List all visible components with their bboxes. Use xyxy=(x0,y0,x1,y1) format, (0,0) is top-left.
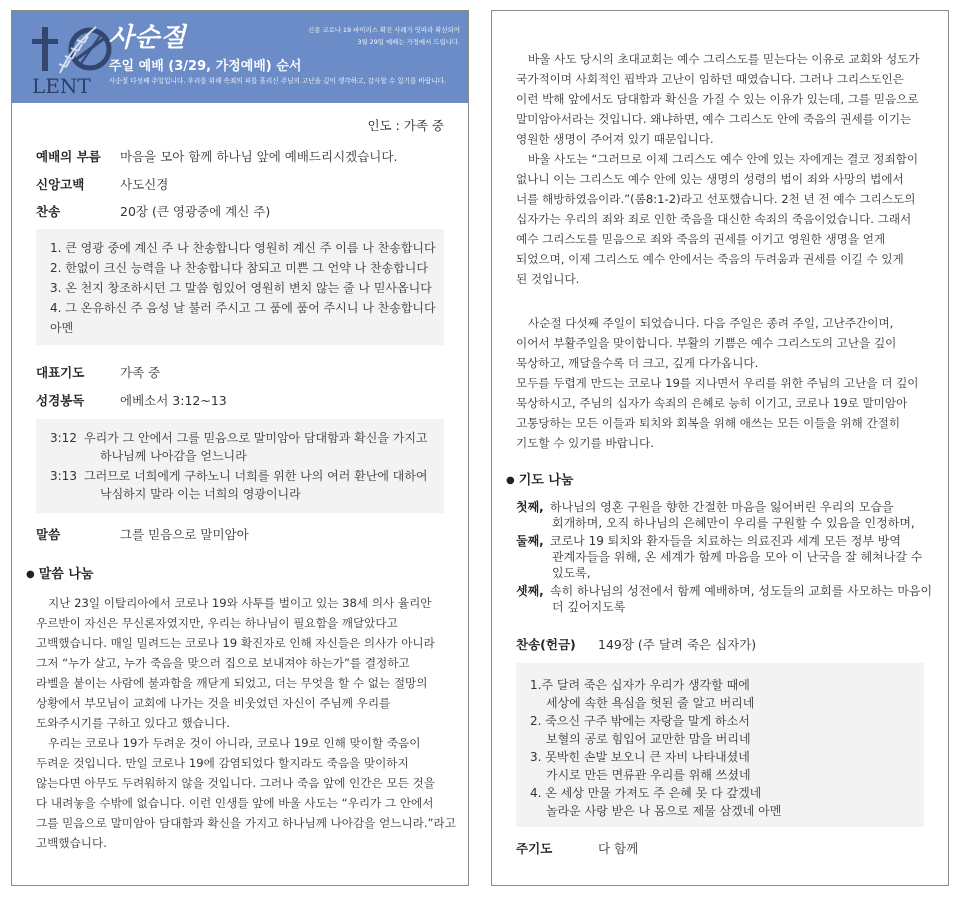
order-label: 성경봉독 xyxy=(36,393,85,408)
heading-text: 기도 나눔 xyxy=(518,473,574,488)
banner-subtitle: 주일 예배 (3/29, 가정예배) 순서 xyxy=(109,59,302,74)
order-label: 찬송 xyxy=(36,204,61,219)
text-line: 도와주시기를 구하고 있다고 했습니다. xyxy=(36,716,230,730)
verse-text: 낙심하지 말라 이는 너희의 영광이니라 xyxy=(100,487,301,501)
text-line: 되었으며, 이제 그리스도 예수 안에서는 죽음의 두려움과 권세를 이길 수 있게 xyxy=(516,252,904,266)
text-line: 묵상하시고, 주님의 십자가 속죄의 은혜로 능히 이기고, 코로나 19로 말미암아 xyxy=(516,396,908,410)
order-value: 사도신경 xyxy=(120,177,169,192)
right-page xyxy=(491,10,949,886)
text-line: 예수 그리스도를 믿음으로 죄와 죽음의 권세를 이기고 영원한 생명을 얻게 xyxy=(516,232,886,246)
text-line: 영원한 생명이 주어져 있기 때문입니다. xyxy=(516,132,714,146)
banner-description: 사순절 다섯째 주일입니다. 우리를 위해 속죄의 피를 흘리신 주님의 고난을 깊이 생각하고, 감사할 수 있기를 바랍니다. xyxy=(109,77,447,85)
bullet-icon: ● xyxy=(26,569,35,580)
text-line: 국가적이며 사회적인 핍박과 고난이 임하던 때였습니다. 그러나 그리스도인은 xyxy=(516,72,904,86)
text-line: 이런 박해 앞에서도 담대함과 확신을 가질 수 있는 이유가 있는데, 그를 믿음으로 xyxy=(516,92,919,106)
text-line: 고백했습니다. xyxy=(36,836,107,850)
verse-text: 그러므로 너희에게 구하노니 너희를 위한 나의 여러 환난에 대하여 xyxy=(84,469,428,483)
order-value: 다 함께 xyxy=(598,841,639,856)
banner-notice xyxy=(308,24,460,48)
sermon-paragraph-3 xyxy=(516,49,926,149)
text-line: 기도할 수 있기를 바랍니다. xyxy=(516,436,654,450)
prayer-line: 더 깊어지도록 xyxy=(552,600,626,614)
text-line: 사순절 다섯째 주일이 되었습니다. 다음 주일은 종려 주일, 고난주간이며, xyxy=(528,316,894,330)
text-line: 상황에서 부모님이 교회에 나가는 것을 비웃었던 자신이 주님께 우리를 xyxy=(36,696,391,710)
scripture-verse xyxy=(50,429,430,465)
order-value: 20장 (큰 영광중에 계신 주) xyxy=(120,204,271,219)
prayer-line: 있도록, xyxy=(552,566,591,580)
prayer-item xyxy=(516,533,926,581)
prayer-item xyxy=(516,499,926,531)
sermon-paragraph-4 xyxy=(516,149,926,289)
text-line: 너를 해방하였음이라.”(롬8:1-2)라고 선포했습니다. 2천 년 전 예수 그리스도의 xyxy=(516,192,916,206)
text-line: 십자가는 우리의 죄와 죄로 인한 죽음을 대신한 속죄의 죽음이었습니다. 그래서 xyxy=(516,212,912,226)
prayer-line: 속히 하나님의 성전에서 함께 예배하며, 성도들의 교회를 사모하는 마음이 xyxy=(550,584,933,598)
hymn-line: 2. 죽으신 구주 밖에는 자랑을 말게 하소서 xyxy=(530,714,750,728)
banner-notice-line2: 3월 29일 예배는 가정에서 드립니다. xyxy=(357,38,460,46)
hymn-amen: 아멘 xyxy=(50,321,74,335)
worship-leader: 인도 : 가족 중 xyxy=(367,118,444,133)
order-value: 그를 믿음으로 말미암아 xyxy=(120,527,249,542)
text-line: 않는다면 아무도 두려워하지 않을 것입니다. 그러나 죽음 앞에 인간은 모든 것을 xyxy=(36,776,435,790)
text-line: 우르반이 자신은 무신론자였지만, 우리는 하나님이 필요함을 깨달았다고 xyxy=(36,616,398,630)
scripture-box xyxy=(36,419,444,513)
hymn-verse: 3. 온 천지 창조하시던 그 말씀 힘있어 영원히 변치 않는 줄 나 믿사옵니다 xyxy=(50,281,432,295)
hymn-verse: 2. 한없이 크신 능력을 나 찬송합니다 참되고 미쁜 그 언약 나 찬송합니다 xyxy=(50,261,428,275)
prayer-key: 둘째, xyxy=(516,534,544,548)
hymn-verse xyxy=(530,676,910,712)
hymn-verse xyxy=(530,748,910,784)
hymn-line: 1.주 달려 죽은 십자가 우리가 생각할 때에 xyxy=(530,678,750,692)
hymn-lyrics-box xyxy=(36,229,444,345)
text-line: 다 내려놓을 수밖에 없습니다. 이런 인생들 앞에 바울 사도는 “우리가 그 안에서 xyxy=(36,796,434,810)
hymn-line: 보혈의 공로 힘입어 교만한 맘을 버리네 xyxy=(546,732,751,746)
order-label: 신앙고백 xyxy=(36,177,85,192)
text-line: 된 것입니다. xyxy=(516,272,580,286)
order-value: 가족 중 xyxy=(120,365,161,380)
text-line: 지난 23일 이탈리아에서 코로나 19와 사투를 벌이고 있는 38세 의사 율리안 xyxy=(48,596,432,610)
hymn-line: 가시로 만든 면류관 우리를 위해 쓰셨네 xyxy=(546,768,751,782)
order-label: 찬송(헌금) xyxy=(516,637,576,652)
prayer-sharing-heading xyxy=(506,469,574,488)
sermon-paragraph-5 xyxy=(516,313,926,453)
hymn-verse: 4. 그 온유하신 주 음성 날 불러 주시고 그 품에 품어 주시니 나 찬송합니다 xyxy=(50,301,436,315)
text-line: 이어서 부활주일을 맞이합니다. 부활의 기쁨은 예수 그리스도의 고난을 깊이 xyxy=(516,336,897,350)
banner-notice-line1: 신종 코로나 19 바이러스 확진 사례가 잇따라 확산되어 xyxy=(308,26,460,34)
hymn-line: 놀라운 사랑 받은 나 몸으로 제물 삼겠네 아멘 xyxy=(546,804,782,818)
left-page xyxy=(11,10,469,886)
text-line: 우리는 코로나 19가 두려운 것이 아니라, 코로나 19로 인해 맞이할 죽음이 xyxy=(48,736,421,750)
verse-ref: 3:13 xyxy=(50,469,77,483)
prayer-line: 하나님의 영혼 구원을 향한 간절한 마음을 잃어버린 우리의 모습을 xyxy=(550,500,894,514)
prayer-item xyxy=(516,583,933,615)
text-line: 고통당하는 모든 이들과 퇴치와 회복을 위해 애쓰는 모든 이들을 위해 간절히 xyxy=(516,416,901,430)
verse-ref: 3:12 xyxy=(50,431,77,445)
sermon-sharing-heading xyxy=(26,563,94,582)
order-label: 주기도 xyxy=(516,841,553,856)
hymn-line: 세상에 속한 욕심을 헛된 줄 알고 버리네 xyxy=(546,696,755,710)
order-label: 말씀 xyxy=(36,527,61,542)
order-label: 예배의 부름 xyxy=(36,149,101,164)
text-line: 말미암아서라는 것입니다. 왜냐하면, 예수 그리스도 안에 죽음의 권세를 이기는 xyxy=(516,112,912,126)
hymn-verse xyxy=(530,784,910,820)
offering-hymn-box xyxy=(516,663,924,827)
header-banner xyxy=(12,11,468,103)
prayer-line: 관계자들을 위해, 온 세계가 함께 마음을 모아 이 난국을 잘 헤쳐나갈 수 xyxy=(552,550,923,564)
sermon-paragraph-1 xyxy=(36,593,444,733)
svg-text:LENT: LENT xyxy=(32,74,91,97)
banner-title: 사순절 xyxy=(108,23,187,53)
prayer-line: 회개하며, 오직 하나님의 은혜만이 우리를 구원할 수 있음을 인정하며, xyxy=(552,516,915,530)
verse-text: 하나님께 나아감을 얻느니라 xyxy=(100,449,247,463)
hymn-line: 4. 온 세상 만물 가져도 주 은혜 못 다 갚겠네 xyxy=(530,786,762,800)
prayer-list xyxy=(516,499,933,617)
text-line: 묵상하고, 깨달을수록 더 크고, 깊게 다가옵니다. xyxy=(516,356,759,370)
text-line: 바울 사도 당시의 초대교회는 예수 그리스도를 믿는다는 이유로 교회와 성도가 xyxy=(528,52,920,66)
text-line: 모두를 두렵게 만드는 코로나 19를 지나면서 우리를 위한 주님의 고난을 더 깊이 xyxy=(516,376,919,390)
text-line: 없나니 이는 그리스도 예수 안에 있는 생명의 성령의 법이 죄와 사망의 법에서 xyxy=(516,172,904,186)
order-label: 대표기도 xyxy=(36,365,85,380)
hymn-line: 3. 못박힌 손발 보오니 큰 자비 나타내셨네 xyxy=(530,750,750,764)
text-line: 라벨을 붙이는 사람에 불과함을 깨닫게 되었고, 더는 무엇을 할 수 없는 절망의 xyxy=(36,676,428,690)
prayer-key: 셋째, xyxy=(516,584,544,598)
text-line: 그저 “누가 살고, 누가 죽음을 맞으러 집으로 보내져야 하는가”를 결정하고 xyxy=(36,656,410,670)
text-line: 고백했습니다. 매일 밀려드는 코로나 19 확진자로 인해 자신들은 의사가 아니라 xyxy=(36,636,435,650)
bullet-icon: ● xyxy=(506,475,515,486)
text-line: 바울 사도는 “그러므로 이제 그리스도 예수 안에 있는 자에게는 결코 정죄함이 xyxy=(528,152,919,166)
verse-text: 우리가 그 안에서 그를 믿음으로 말미암아 담대함과 확신을 가지고 xyxy=(84,431,428,445)
hymn-verse: 1. 큰 영광 중에 계신 주 나 찬송합니다 영원히 계신 주 이름 나 찬송합니다 xyxy=(50,241,436,255)
prayer-key: 첫째, xyxy=(516,500,544,514)
text-line: 두려운 것입니다. 만일 코로나 19에 감염되었다 할지라도 죽음을 맞이하지 xyxy=(36,756,409,770)
order-value: 149장 (주 달려 죽은 십자가) xyxy=(598,637,757,652)
text-line: 그를 믿음으로 말미암아 담대함과 확신을 가지고 하나님께 나아감을 얻느니라.”라고 xyxy=(36,816,456,830)
hymn-verse xyxy=(530,712,910,748)
sermon-paragraph-2 xyxy=(36,733,456,853)
order-value: 에베소서 3:12~13 xyxy=(120,393,227,408)
heading-text: 말씀 나눔 xyxy=(38,567,94,582)
scripture-verse xyxy=(50,467,430,503)
order-value: 마음을 모아 함께 하나님 앞에 예배드리시겠습니다. xyxy=(120,149,398,164)
prayer-line: 코로나 19 퇴치와 환자들을 치료하는 의료진과 세계 모든 정부 방역 xyxy=(550,534,901,548)
